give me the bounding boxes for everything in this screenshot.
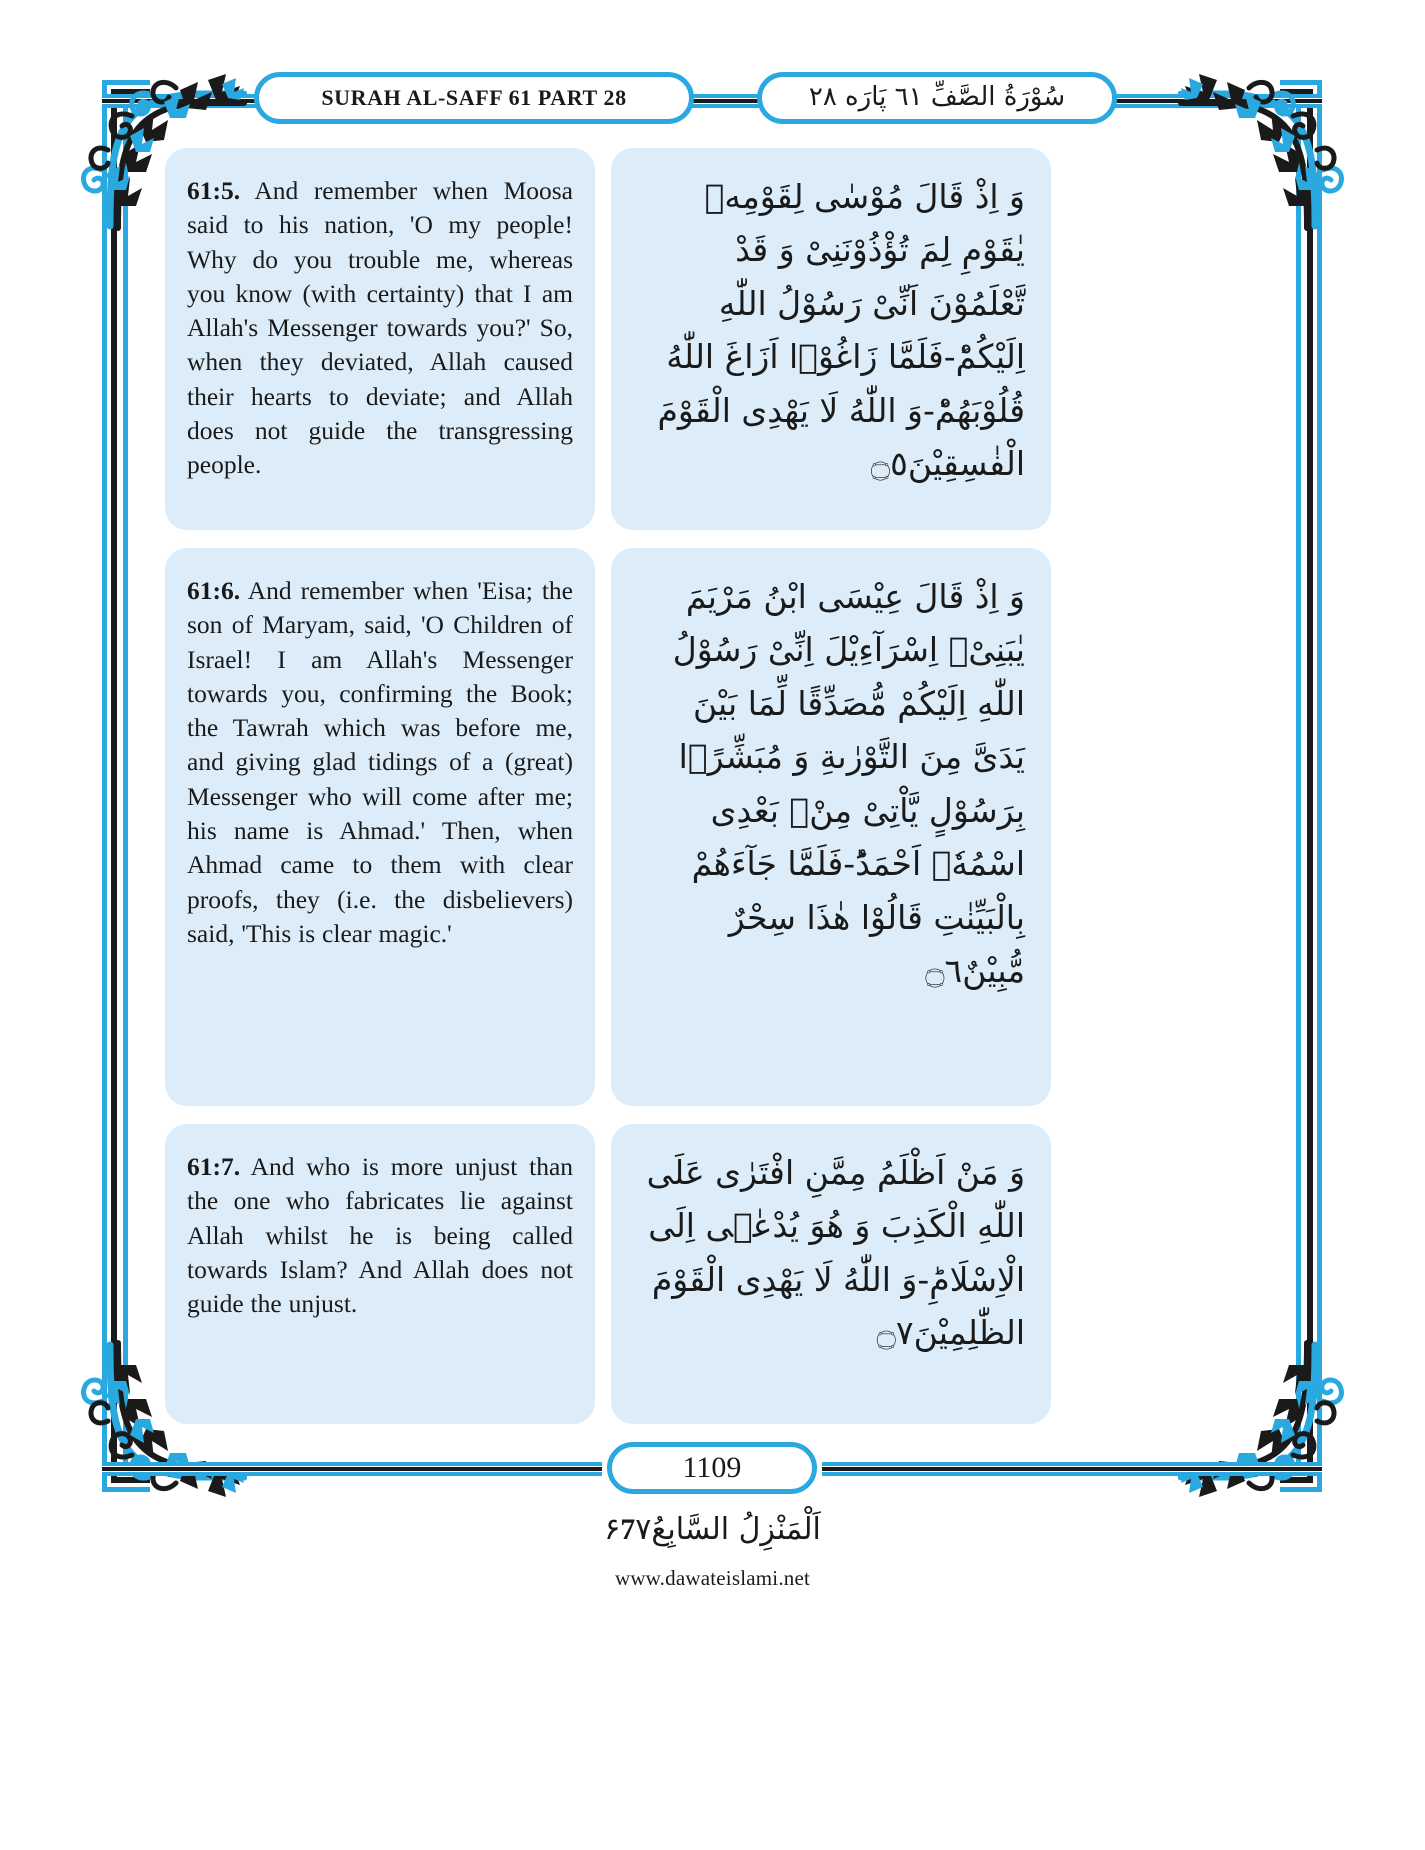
manzil-arabic-text: اَلْمَنْزِلُ السَّابِعُ [651, 1512, 821, 1547]
verse-english-text [187, 574, 573, 951]
website-url: www.dawateislami.net [614, 1566, 811, 1590]
verse-english-text [187, 1150, 573, 1321]
verse-grid [165, 148, 1260, 1442]
page-number: 1109 [682, 1451, 742, 1484]
surah-title-english: SURAH AL-SAFF 61 PART 28 [321, 85, 627, 110]
verse-english-text [187, 174, 573, 483]
verse-english-panel [165, 548, 595, 1106]
verse-row [165, 548, 1260, 1106]
footer-rule-left [102, 1462, 602, 1476]
footer-rule-right [822, 1462, 1322, 1476]
page-header [102, 72, 1322, 130]
verse-english-body: And remember when 'Eisa; the son of Maryam, said, 'O Children of Israel! I am Allah's Messenger towards you, confirming the Book; the Tawrah which was before me, and giving glad tidings of a (great) Messenger who will come after me; his name is Ahmad.' Then, when Ahmad came to them with clear proofs, they (i.e. the disbelievers) said, 'This is clear magic.' [187, 576, 574, 948]
surah-title-badge-arabic [757, 72, 1117, 124]
verse-arabic-panel [611, 548, 1051, 1106]
manzil-bracket-open: ۶ [604, 1512, 621, 1547]
page-footer [102, 1440, 1322, 1498]
verse-arabic-text: وَ مَنْ اَظْلَمُ مِمَّنِ افْتَرٰى عَلَى اللّٰهِ الْكَذِبَ وَ هُوَ یُدْعٰۤى اِلَى الْاِسْلَامِؕ-وَ اللّٰهُ لَا یَهْدِی الْقَوْمَ الظّٰلِمِیْنَ۝٧ [646, 1153, 1025, 1353]
verse-row [165, 148, 1260, 530]
verse-english-body: And remember when Moosa said to his nation, 'O my people! Why do you trouble me, whereas you know (with certainty) that I am Allah's Messenger towards you?' So, when they deviated, Allah caused their hearts to deviate; and Allah does not guide the transgressing people. [187, 176, 573, 480]
verse-number: 61:6. [187, 576, 241, 605]
surah-title-badge [254, 72, 694, 124]
page-number-badge [607, 1442, 817, 1494]
verse-english-panel [165, 1124, 595, 1424]
surah-title-arabic: سُوْرَةُ الصَّفِّ ٦١ پَارَه ٢٨ [808, 82, 1066, 112]
manzil-number: 7 [620, 1513, 636, 1546]
verse-number: 61:5. [187, 176, 241, 205]
verse-english-body: And who is more unjust than the one who fabricates lie against Allah whilst he is being called towards Islam? And Allah does not guide the unjust. [187, 1152, 574, 1319]
verse-arabic-text: وَ اِذْ قَالَ مُوْسٰى لِقَوْمِهٖ يٰقَوْمِ لِمَ تُؤْذُوْنَنِیْ وَ قَدْ تَّعْلَمُوْنَ اَنِّیْ رَسُوْلُ اللّٰهِ اِلَیْكُمْؕ-فَلَمَّا زَاغُوْۤا اَزَاغَ اللّٰهُ قُلُوْبَهُمْؕ-وَ اللّٰهُ لَا یَهْدِی الْقَوْمَ الْفٰسِقِیْنَ۝٥ [657, 177, 1025, 484]
verse-arabic-panel [611, 1124, 1051, 1424]
verse-arabic-panel [611, 148, 1051, 530]
verse-number: 61:7. [187, 1152, 241, 1181]
manzil-label [0, 1512, 1425, 1547]
verse-row [165, 1124, 1260, 1424]
verse-arabic-text: وَ اِذْ قَالَ عِیْسَى ابْنُ مَرْیَمَ یٰبَنِیْۤ اِسْرَآءِیْلَ اِنِّیْ رَسُوْلُ اللّٰهِ اِلَیْكُمْ مُّصَدِّقًا لِّمَا بَیْنَ یَدَیَّ مِنَ التَّوْرٰىةِ وَ مُبَشِّرًۢا بِرَسُوْلٍ یَّاْتِیْ مِنْۢ بَعْدِی اسْمُهٗۤ اَحْمَدُؕ-فَلَمَّا جَآءَهُمْ بِالْبَیِّنٰتِ قَالُوْا هٰذَا سِحْرٌ مُّبِیْنٌ۝٦ [672, 577, 1025, 991]
manzil-bracket-close: ۷ [635, 1512, 652, 1547]
verse-english-panel [165, 148, 595, 530]
